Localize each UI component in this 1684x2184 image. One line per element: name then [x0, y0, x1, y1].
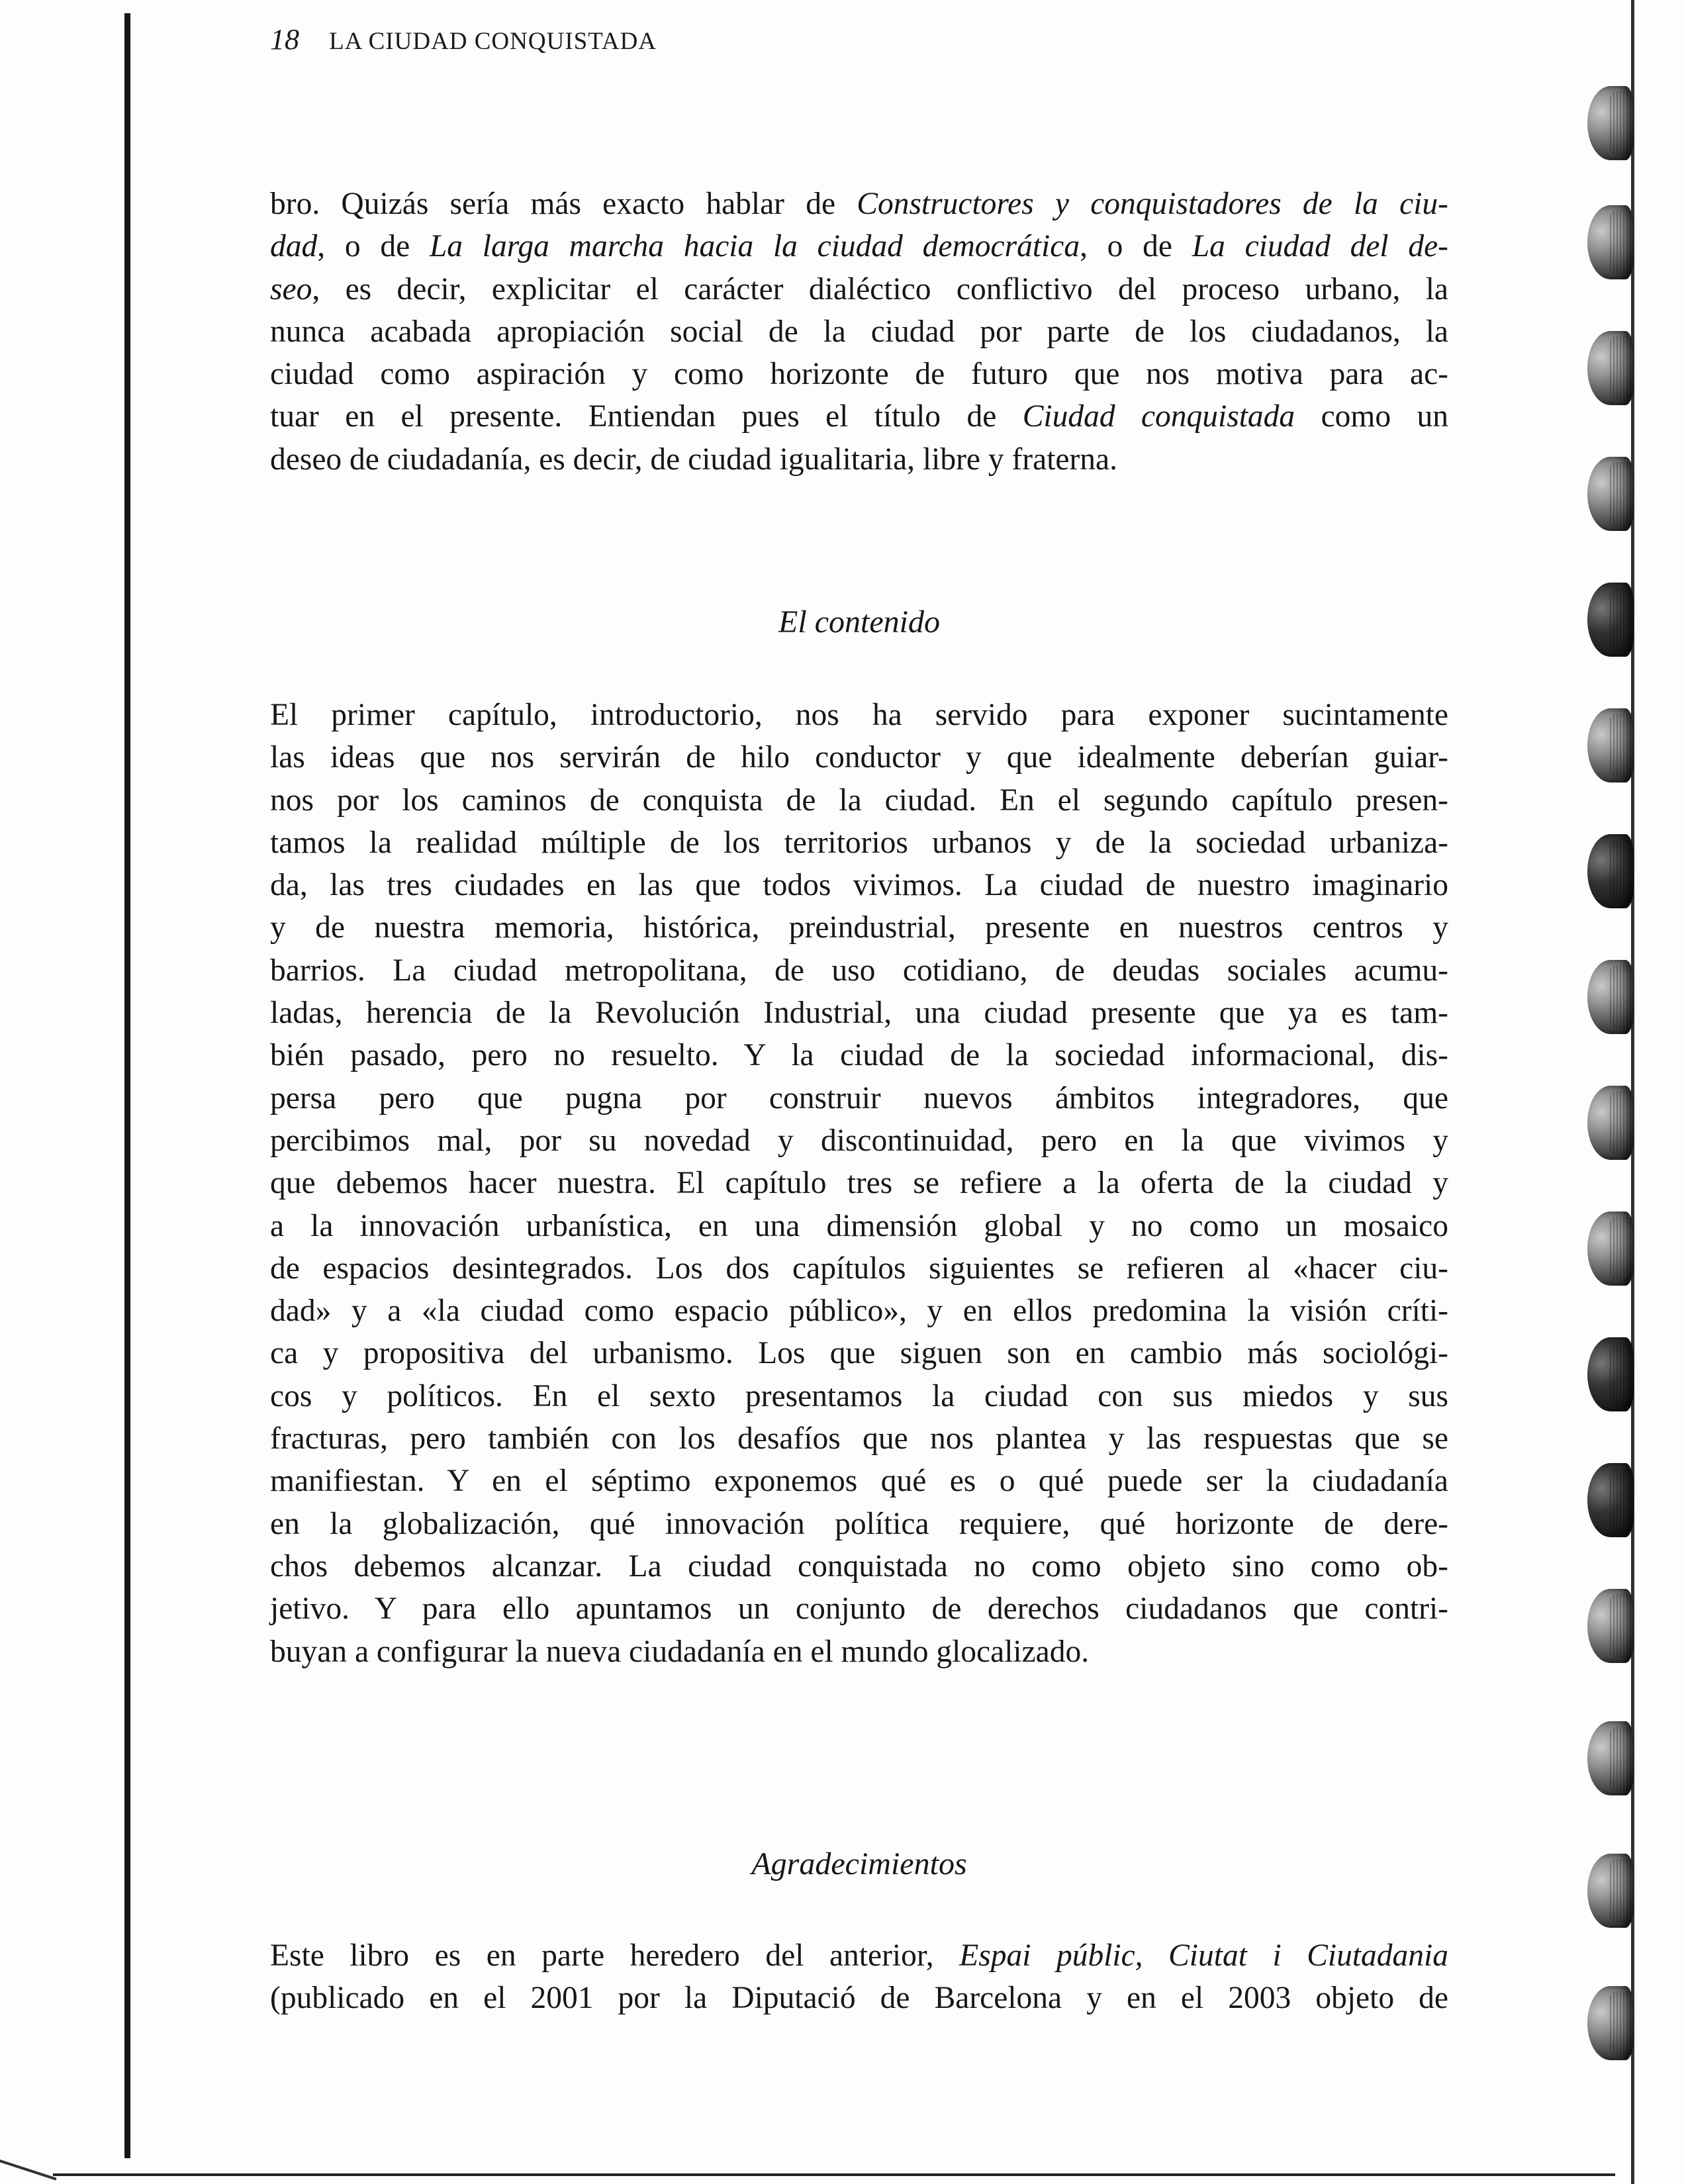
text-line: barrios. La ciudad metropolitana, de uso cotidiano, de deudas sociales acumu-	[270, 953, 1448, 988]
agradecimientos-paragraph	[270, 1934, 1448, 2020]
text-line: ladas, herencia de la Revolución Industrial, una ciudad presente que ya es tam-	[270, 996, 1448, 1031]
running-title: LA CIUDAD CONQUISTADA	[329, 28, 657, 55]
binding-ring-icon	[1587, 1211, 1634, 1286]
binding-ring-icon	[1587, 457, 1634, 531]
text-line: ca y propositiva del urbanismo. Los que siguen son en cambio más sociológi-	[270, 1336, 1448, 1371]
binding-ring-icon	[1587, 960, 1634, 1034]
text-line: nunca acabada apropiación social de la ciudad por parte de los ciudadanos, la	[270, 314, 1448, 349]
text-line: (publicado en el 2001 por la Diputació de Barcelona y en el 2003 objeto de	[270, 1981, 1448, 2016]
binding-ring-icon	[1587, 834, 1634, 908]
page-corner-mark	[0, 2160, 57, 2181]
binding-ring-icon	[1587, 86, 1634, 160]
text-line: jetivo. Y para ello apuntamos un conjunto de derechos ciudadanos que contri-	[270, 1591, 1448, 1627]
binding-ring-icon	[1587, 1463, 1634, 1537]
binding-ring-icon	[1587, 1986, 1634, 2060]
bottom-edge-line	[53, 2173, 1615, 2176]
text-line: manifiestan. Y en el séptimo exponemos qué es o qué puede ser la ciudadanía	[270, 1464, 1448, 1499]
text-line: El primer capítulo, introductorio, nos ha servido para exponer sucintamente	[270, 698, 1448, 732]
binding-ring-icon	[1587, 1086, 1634, 1160]
binding-ring-icon	[1587, 1337, 1634, 1411]
binding-ring-icon	[1587, 1854, 1634, 1928]
text-line: a la innovación urbanística, en una dimensión global y no como un mosaico	[270, 1208, 1448, 1243]
text-line: buyan a configurar la nueva ciudadanía en el mundo glocalizado.	[270, 1634, 1090, 1669]
contenido-paragraph	[270, 694, 1448, 1673]
text-line: nos por los caminos de conquista de la ciudad. En el segundo capítulo presen-	[270, 783, 1448, 818]
text-line: persa pero que pugna por construir nuevos ámbitos integradores, que	[270, 1080, 1448, 1116]
binding-ring-icon	[1587, 1589, 1634, 1663]
text-line: chos debemos alcanzar. La ciudad conquistada no como objeto sino como ob-	[270, 1548, 1448, 1584]
text-line: fracturas, pero también con los desafíos que nos plantea y las respuestas que se	[270, 1421, 1448, 1456]
text-line: que debemos hacer nuestra. El capítulo tres se refiere a la oferta de la ciudad y	[270, 1166, 1448, 1201]
running-head	[270, 24, 657, 56]
binding-edge-line	[124, 13, 130, 2158]
text-line: y de nuestra memoria, histórica, preindustrial, presente en nuestros centros y	[270, 910, 1448, 945]
text-line: en la globalización, qué innovación política requiere, qué horizonte de dere-	[270, 1506, 1448, 1541]
text-line: percibimos mal, por su novedad y discontinuidad, pero en la que vivimos y	[270, 1123, 1448, 1158]
text-line: dad, o de La larga marcha hacia la ciudad democrática, o de La ciudad del de-	[270, 229, 1448, 264]
text-line: Este libro es en parte heredero del anterior, Espai públic, Ciutat i Ciutadania	[270, 1938, 1448, 1973]
binding-ring-icon	[1587, 331, 1634, 405]
text-line: bro. Quizás sería más exacto hablar de Constructores y conquistadores de la ciu-	[270, 187, 1448, 221]
text-line: las ideas que nos servirán de hilo conductor y que idealmente deberían guiar-	[270, 740, 1448, 775]
text-line: deseo de ciudadanía, es decir, de ciudad igualitaria, libre y fraterna.	[270, 442, 1117, 477]
binding-ring-icon	[1587, 708, 1634, 783]
text-line: ciudad como aspiración y como horizonte de futuro que nos motiva para ac-	[270, 357, 1448, 392]
text-line: tamos la realidad múltiple de los territorios urbanos y de la sociedad urbaniza-	[270, 825, 1448, 860]
spiral-binding-edge	[1631, 0, 1634, 2184]
text-line: seo, es decir, explicitar el carácter dialéctico conflictivo del proceso urbano, la	[270, 271, 1448, 307]
binding-ring-icon	[1587, 205, 1634, 279]
text-line: de espacios desintegrados. Los dos capítulos siguientes se refieren al «hacer ciu-	[270, 1251, 1448, 1286]
text-line: dad» y a «la ciudad como espacio público», y en ellos predomina la visión críti-	[270, 1294, 1448, 1329]
text-line: cos y políticos. En el sexto presentamos la ciudad con sus miedos y sus	[270, 1378, 1448, 1413]
text-line: bién pasado, pero no resuelto. Y la ciudad de la sociedad informacional, dis-	[270, 1038, 1448, 1073]
section-heading-contenido: El contenido	[778, 604, 940, 640]
text-line: da, las tres ciudades en las que todos vivimos. La ciudad de nuestro imaginario	[270, 868, 1448, 903]
text-line: tuar en el presente. Entiendan pues el título de Ciudad conquistada como un	[270, 399, 1449, 434]
section-heading-agradecimientos: Agradecimientos	[751, 1846, 967, 1881]
binding-ring-icon	[1587, 1721, 1634, 1795]
intro-paragraph	[270, 183, 1448, 481]
page-number: 18	[270, 23, 299, 56]
binding-ring-icon	[1587, 583, 1634, 657]
